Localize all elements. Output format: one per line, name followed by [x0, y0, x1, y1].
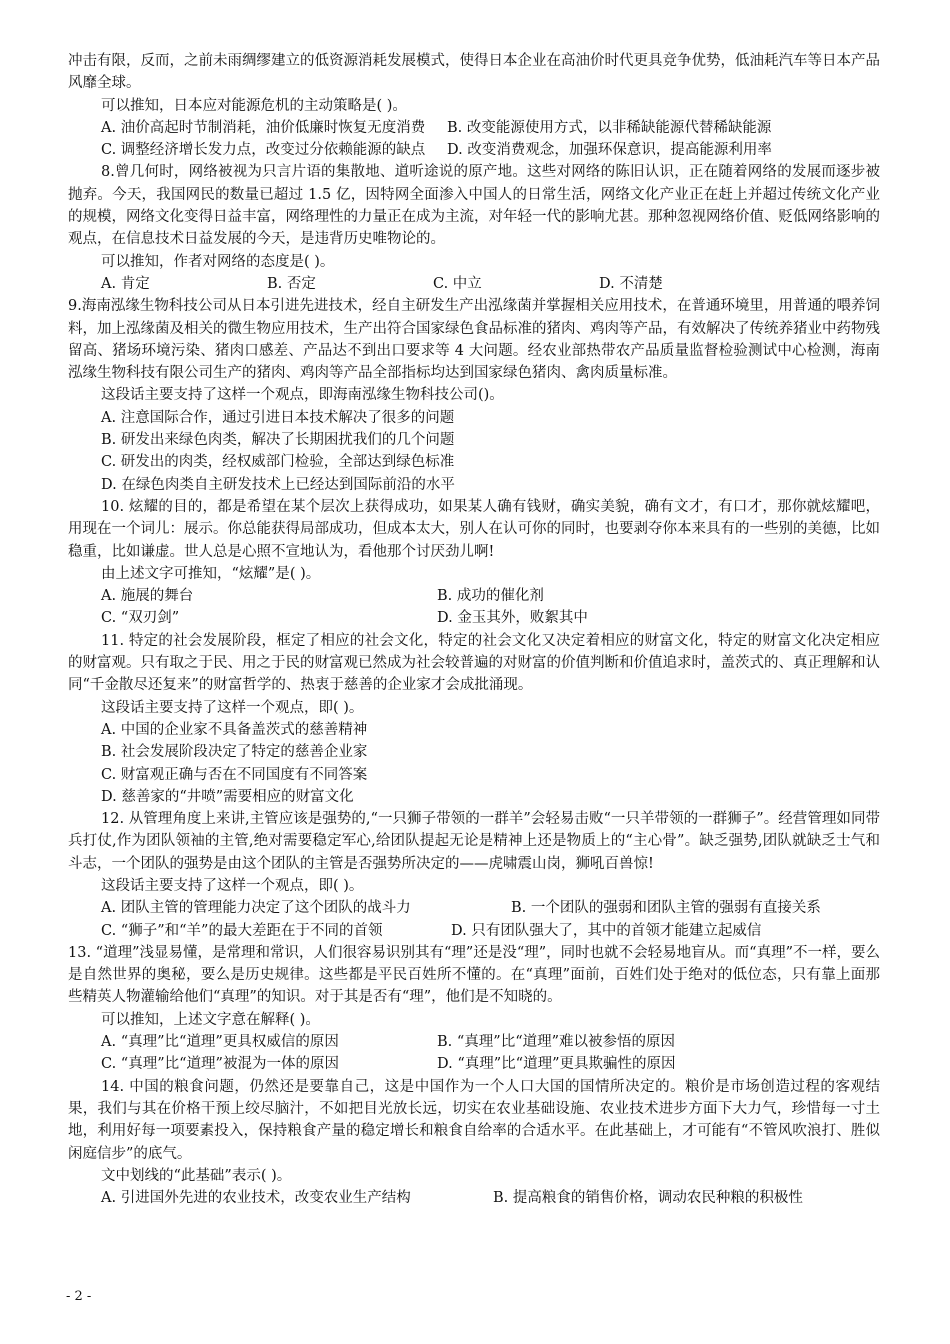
- q12-stem: 这段话主要支持了这样一个观点，即( )。: [101, 877, 364, 894]
- q12-options-row-2: [68, 920, 880, 942]
- q8-option-a: A. 肯定: [101, 275, 150, 292]
- q7-option-d-text: D. 改变消费观念，加强环保意识，提高能源利用率: [447, 142, 772, 159]
- q9-stem: 这段话主要支持了这样一个观点，即海南泓缘生物科技公司()。: [101, 387, 504, 404]
- q10-stem: 由上述文字可推知，“炫耀”是( )。: [101, 565, 321, 582]
- q11-stem: 这段话主要支持了这样一个观点，即( )。: [101, 699, 364, 716]
- q12-passage: 12. 从管理角度上来讲,主管应该是强势的,“一只狮子带领的一群羊”会轻易击败“一只羊带领的一群狮子”。经营管理如同带兵打仗,作为团队领袖的主管,绝对需要稳定军心,给团队提起无论是精神上还是物质上的“主心骨”。缺乏强势,团队就缺乏士气和斗志，一个团队的强势是由这个团队的主管是否强势所决定的——虎啸震山岗，狮吼百兽惊!: [68, 811, 880, 872]
- q11-option-d: D. 慈善家的“井喷”需要相应的财富文化: [101, 788, 354, 805]
- q11-option-b: B. 社会发展阶段决定了特定的慈善企业家: [101, 744, 368, 761]
- q13-option-b: B. “真理”比“道理”难以被参悟的原因: [437, 1034, 676, 1051]
- q13-options-row-2: [68, 1053, 880, 1075]
- q7-stem: 可以推知，日本应对能源危机的主动策略是( )。: [101, 97, 407, 114]
- q7-passage-tail: 冲击有限，反而，之前未雨绸缪建立的低资源消耗发展模式，使得日本企业在高油价时代更具竞争优势，低油耗汽车等日本产品风靡全球。: [68, 53, 880, 92]
- document-page: [68, 50, 880, 1209]
- q12-option-c: C. “狮子”和“羊”的最大差距在于不同的首领: [101, 922, 383, 939]
- page-number: - 2 -: [66, 1289, 92, 1304]
- q10-options-row-2: [68, 607, 880, 629]
- q13-option-a: A. “真理”比“道理”更具权威信的原因: [101, 1034, 339, 1051]
- q11-option-a: A. 中国的企业家不具备盖茨式的慈善精神: [101, 721, 368, 738]
- q11-passage: 11. 特定的社会发展阶段，框定了相应的社会文化，特定的社会文化又决定着相应的财富文化，特定的财富文化决定相应的财富观。只有取之于民、用之于民的财富观已然成为社会较普遍的对财富的价值判断和价值追求时，盖茨式的、真正理解和认同“千金散尽还复来”的财富哲学的、热衷于慈善的企业家才会成批涌现。: [68, 632, 880, 694]
- q9-option-d: D. 在绿色肉类自主研发技术上已经达到国际前沿的水平: [101, 476, 455, 493]
- q9-option-a: A. 注意国际合作，通过引进日本技术解决了很多的问题: [101, 409, 455, 426]
- q7-option-b-text: B. 改变能源使用方式，以非稀缺能源代替稀缺能源: [446, 119, 772, 136]
- q7-option-a: [68, 117, 880, 139]
- q14-options-row-1: [68, 1187, 880, 1209]
- q9-option-b: B. 研发出来绿色肉类，解决了长期困扰我们的几个问题: [101, 432, 455, 449]
- q10-option-a: A. 施展的舞台: [101, 588, 194, 605]
- q10-options-row-1: [68, 585, 880, 607]
- q13-options-row-1: [68, 1031, 880, 1053]
- q10-passage: 10. 炫耀的目的，都是希望在某个层次上获得成功，如果某人确有钱财，确实美貌，确有文才，有口才，那你就炫耀吧，用现在一个词儿：展示。你总能获得局部成功，但成本太大，别人在认可你的同时，也要剥夺你本来具有的一些别的美德，比如稳重，比如谦虚。世人总是心照不宣地认为，看他那个讨厌劲儿啊!: [68, 498, 880, 560]
- q13-option-c: C. “真理”比“道理”被混为一体的原因: [101, 1056, 339, 1073]
- q12-option-d: D. 只有团队强大了，其中的首领才能建立起威信: [451, 922, 762, 939]
- q11-option-c: C. 财富观正确与否在不同国度有不同答案: [101, 766, 368, 783]
- q9-passage: 9.海南泓缘生物科技公司从日本引进先进技术，经自主研发生产出泓缘菌并掌握相关应用技术，在普通环境里，用普通的喂养饲料，加上泓缘菌及相关的微生物应用技术，生产出符合国家绿色食品标准的猪肉、鸡肉等产品，有效解决了传统养猪业中药物残留高、猪场环境污染、猪肉口感差、产品达不到出口要求等 4 大问题。经农业部热带农产品质量监督检验测试中心检测，海南泓缘生物科技有限公司生产的猪肉、鸡肉等产品全部指标均达到国家绿色猪肉、禽肉质量标准。: [68, 298, 880, 382]
- q12-option-b: B. 一个团队的强弱和团队主管的强弱有直接关系: [511, 900, 821, 917]
- q14-stem: 文中划线的“此基础”表示( )。: [101, 1167, 292, 1184]
- q8-option-b: B. 否定: [267, 275, 316, 292]
- q10-option-d: D. 金玉其外，败絮其中: [437, 610, 588, 627]
- q7-option-a-text: A. 油价高起时节制消耗，油价低廉时恢复无度消费: [101, 119, 426, 136]
- q8-options: [68, 273, 880, 295]
- q13-passage: 13. “道理”浅显易懂，是常理和常识，人们很容易识别其有“理”还是没“理”，同时也就不会轻易地盲从。而“真理”不一样，要么是自然世界的奥秘，要么是历史规律。这些都是平民百姓所不懂的。在“真理”面前，百姓们处于绝对的低位态，只有靠上面那些精英人物灌输给他们“真理”的知识。对于其是否有“理”，他们是不知晓的。: [68, 944, 880, 1006]
- q10-option-b: B. 成功的催化剂: [437, 588, 544, 605]
- q8-passage: 8.曾几何时，网络被视为只言片语的集散地、道听途说的原产地。这些对网络的陈旧认识，正在随着网络的发展而逐步被抛弃。今天，我国网民的数量已超过 1.5 亿，因特网全面渗入中国人的日常生活，网络文化产业正在赶上并超过传统文化产业的规模，网络文化变得日益丰富，网络理性的力量正在成为主流，对年轻一代的影响尤甚。那种忽视网络价值、贬低网络影响的观点，在信息技术日益发展的今天，是违背历史唯物论的。: [68, 164, 880, 248]
- q13-option-d: D. “真理”比“道理”更具欺骗性的原因: [437, 1056, 676, 1073]
- q14-option-b: B. 提高粮食的销售价格，调动农民种粮的积极性: [493, 1190, 803, 1207]
- q9-option-c: C. 研发出的肉类，经权威部门检验，全部达到绿色标准: [101, 454, 455, 471]
- q8-option-d: D. 不清楚: [599, 275, 663, 292]
- q13-stem: 可以推知，上述文字意在解释( )。: [101, 1011, 320, 1028]
- q12-options-row-1: [68, 897, 880, 919]
- q8-stem: 可以推知，作者对网络的态度是( )。: [101, 253, 335, 270]
- q10-option-c: C. “双刃剑”: [101, 610, 180, 627]
- q14-passage: 14. 中国的粮食问题，仍然还是要靠自己，这是中国作为一个人口大国的国情所决定的。粮价是市场创造过程的客观结果，我们与其在价格干预上绞尽脑汁，不如把目光放长远，切实在农业基础设施、农业技术进步方面下大力气，珍惜每一寸土地，利用好每一项要素投入，保持粮食产量的稳定增长和粮食自给率的合适水平。在此基础上，才可能有“不管风吹浪打、胜似闲庭信步”的底气。: [68, 1078, 880, 1162]
- q12-option-a: A. 团队主管的管理能力决定了这个团队的战斗力: [101, 900, 411, 917]
- q7-option-c-text: C. 调整经济增长发力点，改变过分依赖能源的缺点: [101, 142, 426, 159]
- q14-option-a: A. 引进国外先进的农业技术，改变农业生产结构: [101, 1190, 411, 1207]
- q7-option-c: [68, 139, 880, 161]
- q8-option-c: C. 中立: [433, 275, 482, 292]
